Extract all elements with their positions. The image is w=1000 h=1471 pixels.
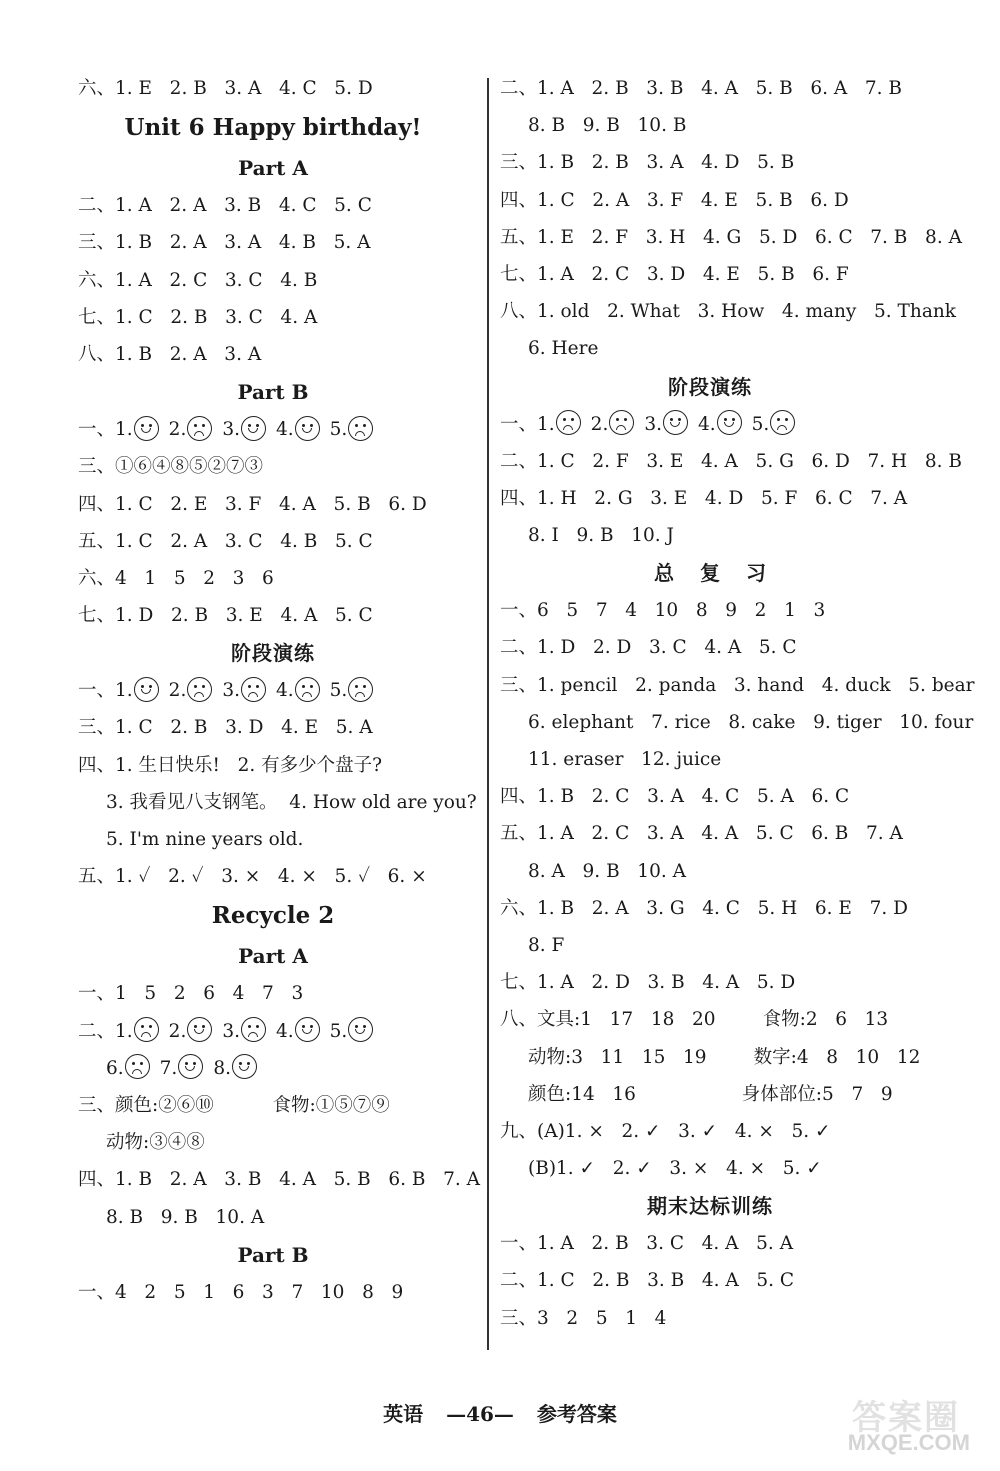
sad-face-icon: [187, 677, 212, 702]
smiley-face-icon: [232, 1054, 257, 1079]
answer-line: 6. Here: [528, 338, 599, 360]
smiley-face-icon: [348, 1017, 373, 1042]
answer-line: 三、①⑥④⑧⑤②⑦③: [78, 456, 264, 478]
answer-line: 八、1. B 2. A 3. A: [78, 343, 262, 365]
answer-line: 三、颜色:②⑥⑩ 食物:①⑤⑦⑨: [78, 1094, 390, 1116]
right-column: [500, 70, 975, 1337]
answer-line: 四、1. C 2. A 3. F 4. E 5. B 6. D: [500, 189, 849, 211]
answer-line: 三、1. B 2. B 3. A 4. D 5. B: [500, 152, 795, 174]
answer-line: 八、文具:1 17 18 20 食物:2 6 13: [500, 1009, 889, 1031]
smiley-face-icon: [663, 410, 688, 435]
answer-line: 5. I'm nine years old.: [106, 829, 304, 850]
answer-line: 一、1 5 2 6 4 7 3: [78, 983, 304, 1005]
item-number: 5.: [329, 1020, 348, 1042]
answer-line: 六、1. B 2. A 3. G 4. C 5. H 6. E 7. D: [500, 897, 908, 919]
answer-line: 11. eraser 12. juice: [528, 749, 722, 770]
smiley-face-icon: [134, 416, 159, 441]
answer-line: 九、(A)1. × 2. ✓ 3. ✓ 4. × 5. ✓: [500, 1120, 831, 1142]
answer-line: 六、1. E 2. B 3. A 4. C 5. D: [78, 78, 373, 99]
smiley-face-icon: [134, 677, 159, 702]
sad-face-icon: [770, 410, 795, 435]
item-number: 4.: [697, 413, 716, 435]
answer-line: 动物:③④⑧: [106, 1132, 205, 1154]
item-number: 2.: [168, 680, 187, 702]
section-heading: Part A: [238, 156, 308, 181]
question-number: 一、: [78, 680, 116, 702]
answer-line-faces: [78, 1050, 468, 1087]
answer-line: 四、1. H 2. G 3. E 4. D 5. F 6. C 7. A: [500, 487, 908, 509]
answer-line: 八、1. old 2. What 3. How 4. many 5. Thank: [500, 301, 956, 323]
sad-face-icon: [348, 677, 373, 702]
item-number: 3.: [222, 680, 240, 702]
item-number: 1.: [115, 680, 133, 702]
section-heading: 期末达标训练: [647, 1194, 773, 1219]
section-heading: 阶段演练: [231, 641, 315, 666]
section-heading: Part B: [237, 380, 309, 405]
sad-face-icon: [348, 416, 373, 441]
watermark-logo-text: 答案圈: [852, 1398, 960, 1438]
answer-line: 8. I 9. B 10. J: [528, 525, 674, 547]
answer-line: 二、1. D 2. D 3. C 4. A 5. C: [500, 637, 797, 659]
question-number: 一、: [78, 419, 116, 441]
answer-line: 一、4 2 5 1 6 3 7 10 8 9: [78, 1281, 404, 1303]
answer-line: 二、1. C 2. F 3. E 4. A 5. G 6. D 7. H 8. B: [500, 450, 962, 472]
answer-line: 一、6 5 7 4 10 8 9 2 1 3: [500, 600, 826, 622]
answer-line: 五、1. ✓ 2. ✓ 3. × 4. × 5. ✓ 6. ×: [78, 866, 427, 888]
answer-line: 三、3 2 5 1 4: [500, 1307, 667, 1329]
answer-line: 三、1. C 2. B 3. D 4. E 5. A: [78, 717, 373, 739]
answer-line: 五、1. A 2. C 3. A 4. A 5. C 6. B 7. A: [500, 823, 903, 845]
section-heading: 总复习: [654, 561, 792, 586]
smiley-face-icon: [717, 410, 742, 435]
item-number: 2.: [168, 1020, 187, 1042]
sad-face-icon: [241, 677, 266, 702]
item-number: 5.: [329, 680, 348, 702]
sad-face-icon: [295, 677, 320, 702]
answer-line: (B)1. ✓ 2. ✓ 3. × 4. × 5. ✓: [528, 1158, 822, 1180]
item-number: 6.: [106, 1057, 124, 1079]
item-number: 2.: [168, 419, 187, 441]
section-heading: Part A: [238, 944, 308, 969]
sad-face-icon: [134, 1017, 159, 1042]
answer-line: 五、1. E 2. F 3. H 4. G 5. D 6. C 7. B 8. A: [500, 226, 962, 248]
answer-line: 8. B 9. B 10. B: [528, 115, 687, 137]
answer-line: 颜色:14 16 身体部位:5 7 9: [528, 1083, 893, 1105]
question-number: 一、: [500, 413, 538, 435]
item-number: 1.: [115, 419, 133, 441]
column-divider: [487, 78, 489, 1350]
answer-line: 四、1. B 2. A 3. B 4. A 5. B 6. B 7. A: [78, 1169, 481, 1191]
answer-line-faces: [500, 406, 920, 443]
item-number: 4.: [275, 680, 294, 702]
answer-line: 二、1. C 2. B 3. B 4. A 5. C: [500, 1270, 795, 1292]
item-number: 1.: [537, 413, 555, 435]
item-number: 3.: [222, 419, 240, 441]
footer-page-number: —46—: [446, 1402, 514, 1426]
sad-face-icon: [125, 1054, 150, 1079]
item-number: 8.: [213, 1057, 231, 1079]
smiley-face-icon: [178, 1054, 203, 1079]
answer-line: 六、1. A 2. C 3. C 4. B: [78, 269, 318, 291]
answer-line: 三、1. pencil 2. panda 3. hand 4. duck 5. bear: [500, 674, 975, 696]
answer-line-faces: [78, 672, 468, 709]
answer-line: 三、1. B 2. A 3. A 4. B 5. A: [78, 232, 371, 254]
sad-face-icon: [556, 410, 581, 435]
answer-line: 二、1. A 2. B 3. B 4. A 5. B 6. A 7. B: [500, 78, 903, 99]
sad-face-icon: [241, 1017, 266, 1042]
smiley-face-icon: [187, 1017, 212, 1042]
answer-line: 一、1. A 2. B 3. C 4. A 5. A: [500, 1233, 794, 1255]
answer-line: 四、1. C 2. E 3. F 4. A 5. B 6. D: [78, 493, 427, 515]
smiley-face-icon: [295, 1017, 320, 1042]
item-number: 2.: [590, 413, 609, 435]
answer-line: 七、1. C 2. B 3. C 4. A: [78, 306, 318, 328]
item-number: 1.: [115, 1020, 133, 1042]
answer-line: 七、1. A 2. C 3. D 4. E 5. B 6. F: [500, 263, 849, 285]
answer-line: 四、1. B 2. C 3. A 4. C 5. A 6. C: [500, 786, 850, 808]
item-number: 5.: [329, 419, 348, 441]
answer-line-faces: [78, 1013, 468, 1050]
item-number: 4.: [275, 419, 294, 441]
item-number: 5.: [751, 413, 770, 435]
question-number: 二、: [78, 1020, 116, 1042]
footer-subject: 英语: [383, 1402, 424, 1426]
item-number: 7.: [159, 1057, 178, 1079]
answer-line-faces: [78, 411, 468, 448]
section-heading: Unit 6 Happy birthday!: [124, 114, 422, 142]
answer-line: 动物:3 11 15 19 数字:4 8 10 12: [528, 1046, 921, 1068]
smiley-face-icon: [241, 416, 266, 441]
sad-face-icon: [609, 410, 634, 435]
answer-line: 6. elephant 7. rice 8. cake 9. tiger 10. four: [528, 711, 974, 733]
sad-face-icon: [187, 416, 212, 441]
item-number: 3.: [644, 413, 662, 435]
answer-line: 七、1. A 2. D 3. B 4. A 5. D: [500, 972, 796, 994]
answer-line: 七、1. D 2. B 3. E 4. A 5. C: [78, 605, 373, 627]
answer-line: 8. B 9. B 10. A: [106, 1206, 265, 1228]
watermark-logo: [820, 1390, 970, 1456]
section-heading: 阶段演练: [668, 374, 752, 399]
answer-line: 8. A 9. B 10. A: [528, 860, 686, 882]
section-heading: Recycle 2: [211, 902, 335, 930]
item-number: 3.: [222, 1020, 240, 1042]
answer-line: 六、4 1 5 2 3 6: [78, 567, 274, 589]
watermark-url: MXQE.COM: [847, 1430, 970, 1455]
footer-title: 参考答案: [536, 1402, 617, 1426]
answer-line: 3. 我看见八支钢笔。 4. How old are you?: [106, 791, 477, 813]
item-number: 4.: [275, 1020, 294, 1042]
section-heading: Part B: [237, 1242, 309, 1267]
answer-line: 二、1. A 2. A 3. B 4. C 5. C: [78, 195, 372, 217]
left-column: [78, 70, 481, 1311]
answer-line: 五、1. C 2. A 3. C 4. B 5. C: [78, 530, 373, 552]
answer-line: 8. F: [528, 934, 565, 956]
smiley-face-icon: [295, 416, 320, 441]
answer-line: 四、1. 生日快乐! 2. 有多少个盘子?: [78, 754, 383, 776]
